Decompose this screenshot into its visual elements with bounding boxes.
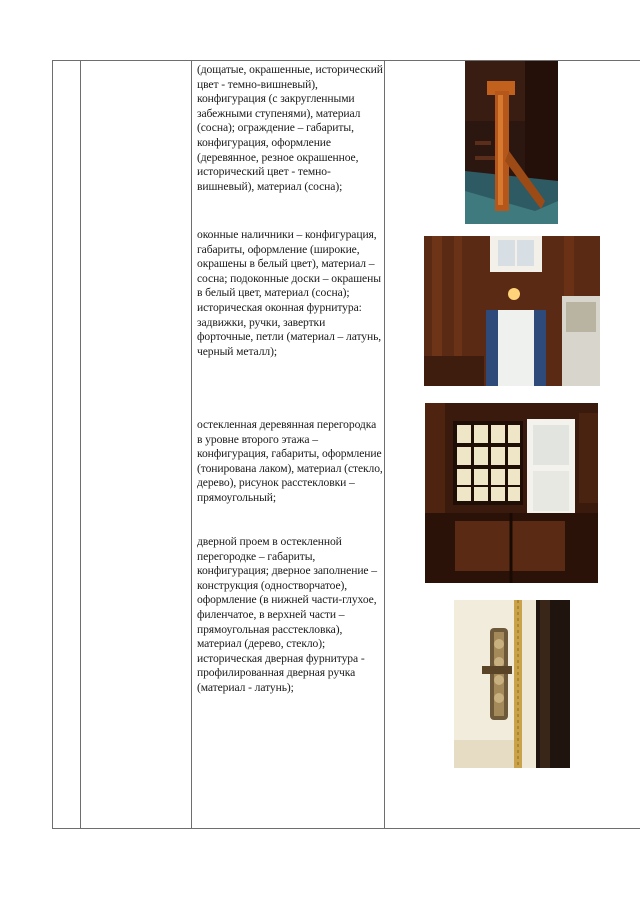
element-description-stairs: (дощатые, окрашенные, исторический цвет - темно-вишневый), конфигурация (с закругленными забежными ступенями), материал (сосна); ограждение – габариты, конфигурация, оформление (деревянное, резное окрашенное, исторический цвет - темно-вишневый), материал (сосна);: [197, 63, 383, 193]
glazed-partition-photo: [425, 403, 598, 583]
element-description-door: дверной проем в остекленной перегородке – габариты, конфигурация; дверное заполнение – конструкция (одностворчатое), оформление (в нижней части-глухое, филенчатое, в верхней части – прямоугольная расстекловка), материал (дерево, стекло); историческая дверная фурнитура - профилированная дверная ручка (материал - латунь);: [197, 535, 380, 694]
table-column-rule-4: [384, 60, 385, 829]
table-column-rule-1: [52, 60, 53, 829]
table-column-rule-3: [191, 60, 192, 829]
window-interior-photo: [424, 236, 600, 386]
door-handle-photo: [454, 600, 570, 768]
staircase-railing-photo: [465, 61, 558, 224]
table-column-rule-2: [80, 60, 81, 829]
element-description-windows: оконные наличники – конфигурация, габариты, оформление (широкие, окрашены в белый цвет), материал – сосна; подоконные доски – окрашены в белый цвет, материал (сосна); историческая оконная фурнитура: задвижки, ручки, завертки форточные, петли (материал – латунь, черный металл);: [197, 228, 384, 358]
element-description-partition: остекленная деревянная перегородка в уровне второго этажа – конфигурация, габариты, оформление (тонирована лаком), материал (стекло, дерево), рисунок расстекловки – прямоугольный;: [197, 418, 383, 504]
table-bottom-rule: [52, 828, 640, 829]
